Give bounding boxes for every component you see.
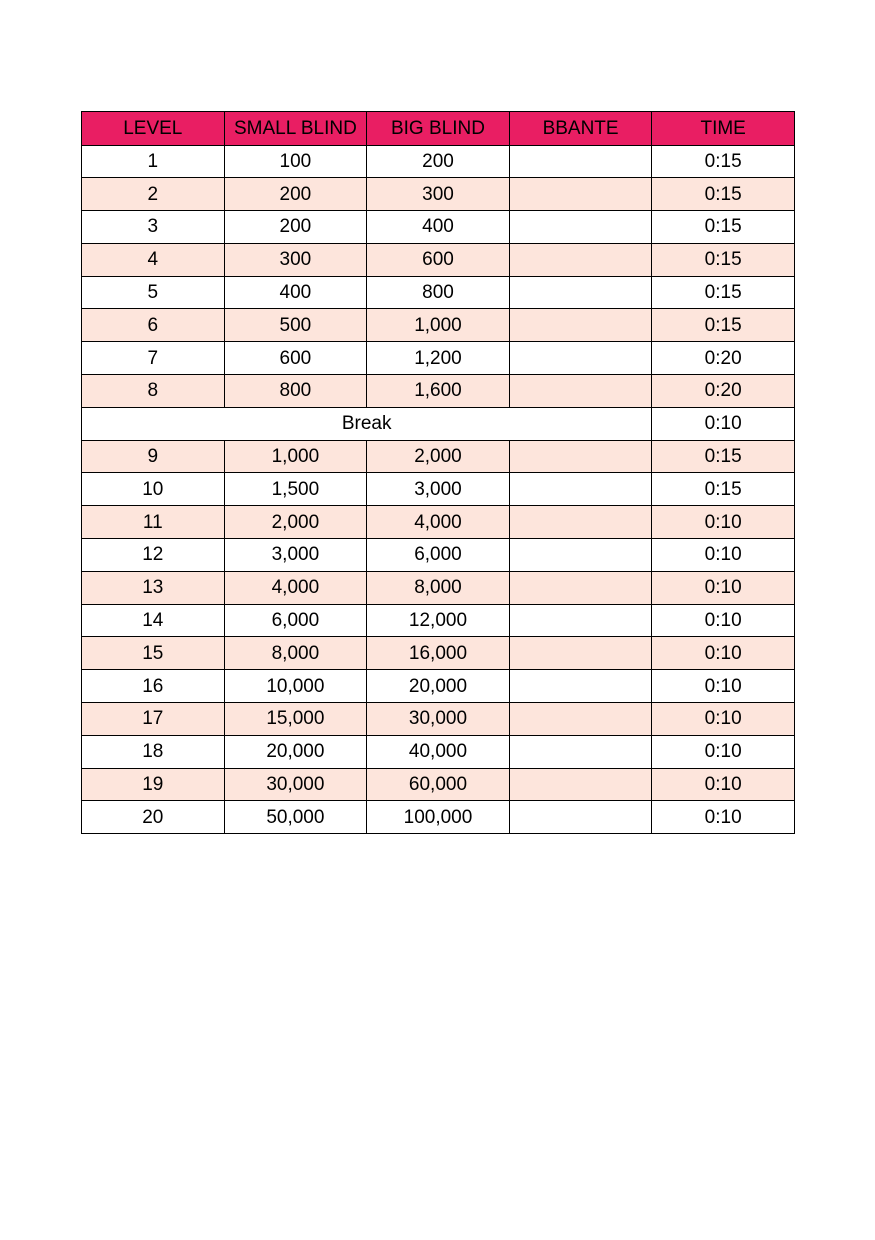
cell-level: 7: [82, 342, 225, 375]
cell-level: 19: [82, 768, 225, 801]
cell-big-blind: 1,200: [367, 342, 510, 375]
cell-bbante: [509, 309, 652, 342]
cell-big-blind: 16,000: [367, 637, 510, 670]
cell-small-blind: 800: [224, 375, 367, 408]
cell-big-blind: 1,600: [367, 375, 510, 408]
cell-bbante: [509, 506, 652, 539]
cell-small-blind: 200: [224, 178, 367, 211]
blind-structure-table: [81, 111, 795, 834]
cell-time: 0:10: [652, 703, 795, 736]
cell-level: 4: [82, 243, 225, 276]
table-row: [82, 539, 795, 572]
header-bbante: BBANTE: [509, 112, 652, 146]
table-row: [82, 211, 795, 244]
cell-time: 0:15: [652, 211, 795, 244]
cell-bbante: [509, 604, 652, 637]
cell-small-blind: 10,000: [224, 670, 367, 703]
cell-time: 0:15: [652, 276, 795, 309]
cell-bbante: [509, 276, 652, 309]
cell-small-blind: 50,000: [224, 801, 367, 834]
cell-bbante: [509, 735, 652, 768]
table-row: [82, 375, 795, 408]
table-row: [82, 440, 795, 473]
cell-level: 2: [82, 178, 225, 211]
cell-level: 3: [82, 211, 225, 244]
table-row: [82, 735, 795, 768]
header-big-blind: BIG BLIND: [367, 112, 510, 146]
cell-bbante: [509, 703, 652, 736]
cell-big-blind: 40,000: [367, 735, 510, 768]
cell-time: 0:20: [652, 375, 795, 408]
cell-level: 14: [82, 604, 225, 637]
cell-time: 0:15: [652, 145, 795, 178]
cell-time: 0:15: [652, 178, 795, 211]
cell-level: 9: [82, 440, 225, 473]
cell-level: 12: [82, 539, 225, 572]
table-row: [82, 637, 795, 670]
break-label: Break: [82, 407, 652, 440]
cell-small-blind: 500: [224, 309, 367, 342]
cell-time: 0:10: [652, 670, 795, 703]
cell-big-blind: 2,000: [367, 440, 510, 473]
cell-time: 0:10: [652, 571, 795, 604]
cell-time: 0:15: [652, 473, 795, 506]
cell-bbante: [509, 178, 652, 211]
cell-bbante: [509, 571, 652, 604]
cell-small-blind: 3,000: [224, 539, 367, 572]
cell-big-blind: 20,000: [367, 670, 510, 703]
table-row: [82, 473, 795, 506]
cell-big-blind: 1,000: [367, 309, 510, 342]
cell-small-blind: 100: [224, 145, 367, 178]
cell-level: 20: [82, 801, 225, 834]
cell-small-blind: 1,500: [224, 473, 367, 506]
table-row: [82, 178, 795, 211]
cell-bbante: [509, 768, 652, 801]
cell-big-blind: 200: [367, 145, 510, 178]
cell-small-blind: 6,000: [224, 604, 367, 637]
table-row: [82, 145, 795, 178]
cell-time: 0:15: [652, 243, 795, 276]
cell-big-blind: 8,000: [367, 571, 510, 604]
cell-big-blind: 300: [367, 178, 510, 211]
table-row: [82, 243, 795, 276]
cell-bbante: [509, 637, 652, 670]
table-row: [82, 309, 795, 342]
cell-level: 11: [82, 506, 225, 539]
table-header-row: [82, 112, 795, 146]
table-body: [82, 145, 795, 834]
cell-bbante: [509, 473, 652, 506]
cell-time: 0:10: [652, 735, 795, 768]
cell-level: 16: [82, 670, 225, 703]
cell-small-blind: 8,000: [224, 637, 367, 670]
cell-level: 8: [82, 375, 225, 408]
table-row: [82, 801, 795, 834]
cell-bbante: [509, 342, 652, 375]
cell-level: 13: [82, 571, 225, 604]
cell-big-blind: 100,000: [367, 801, 510, 834]
cell-level: 17: [82, 703, 225, 736]
header-time: TIME: [652, 112, 795, 146]
cell-time: 0:10: [652, 506, 795, 539]
cell-time: 0:10: [652, 539, 795, 572]
cell-bbante: [509, 375, 652, 408]
cell-bbante: [509, 670, 652, 703]
cell-big-blind: 60,000: [367, 768, 510, 801]
cell-small-blind: 300: [224, 243, 367, 276]
cell-small-blind: 1,000: [224, 440, 367, 473]
cell-time: 0:10: [652, 768, 795, 801]
cell-level: 1: [82, 145, 225, 178]
cell-time: 0:10: [652, 407, 795, 440]
header-level: LEVEL: [82, 112, 225, 146]
table-row: [82, 604, 795, 637]
cell-big-blind: 600: [367, 243, 510, 276]
cell-big-blind: 400: [367, 211, 510, 244]
cell-bbante: [509, 801, 652, 834]
table-row: [82, 571, 795, 604]
cell-small-blind: 30,000: [224, 768, 367, 801]
cell-small-blind: 400: [224, 276, 367, 309]
table-row: [82, 703, 795, 736]
table-row: [82, 768, 795, 801]
cell-bbante: [509, 145, 652, 178]
cell-level: 6: [82, 309, 225, 342]
cell-big-blind: 12,000: [367, 604, 510, 637]
cell-bbante: [509, 539, 652, 572]
cell-big-blind: 30,000: [367, 703, 510, 736]
cell-level: 5: [82, 276, 225, 309]
cell-level: 15: [82, 637, 225, 670]
table-row: [82, 342, 795, 375]
cell-big-blind: 800: [367, 276, 510, 309]
cell-time: 0:15: [652, 309, 795, 342]
cell-time: 0:10: [652, 637, 795, 670]
table-row: [82, 506, 795, 539]
cell-bbante: [509, 243, 652, 276]
cell-small-blind: 15,000: [224, 703, 367, 736]
cell-small-blind: 20,000: [224, 735, 367, 768]
header-small-blind: SMALL BLIND: [224, 112, 367, 146]
cell-big-blind: 3,000: [367, 473, 510, 506]
cell-level: 18: [82, 735, 225, 768]
cell-time: 0:15: [652, 440, 795, 473]
cell-time: 0:10: [652, 604, 795, 637]
cell-bbante: [509, 440, 652, 473]
cell-small-blind: 600: [224, 342, 367, 375]
cell-small-blind: 4,000: [224, 571, 367, 604]
table-row: [82, 670, 795, 703]
cell-small-blind: 200: [224, 211, 367, 244]
table-row: [82, 276, 795, 309]
cell-bbante: [509, 211, 652, 244]
cell-big-blind: 4,000: [367, 506, 510, 539]
cell-small-blind: 2,000: [224, 506, 367, 539]
cell-level: 10: [82, 473, 225, 506]
cell-big-blind: 6,000: [367, 539, 510, 572]
cell-time: 0:10: [652, 801, 795, 834]
cell-time: 0:20: [652, 342, 795, 375]
break-row: [82, 407, 795, 440]
